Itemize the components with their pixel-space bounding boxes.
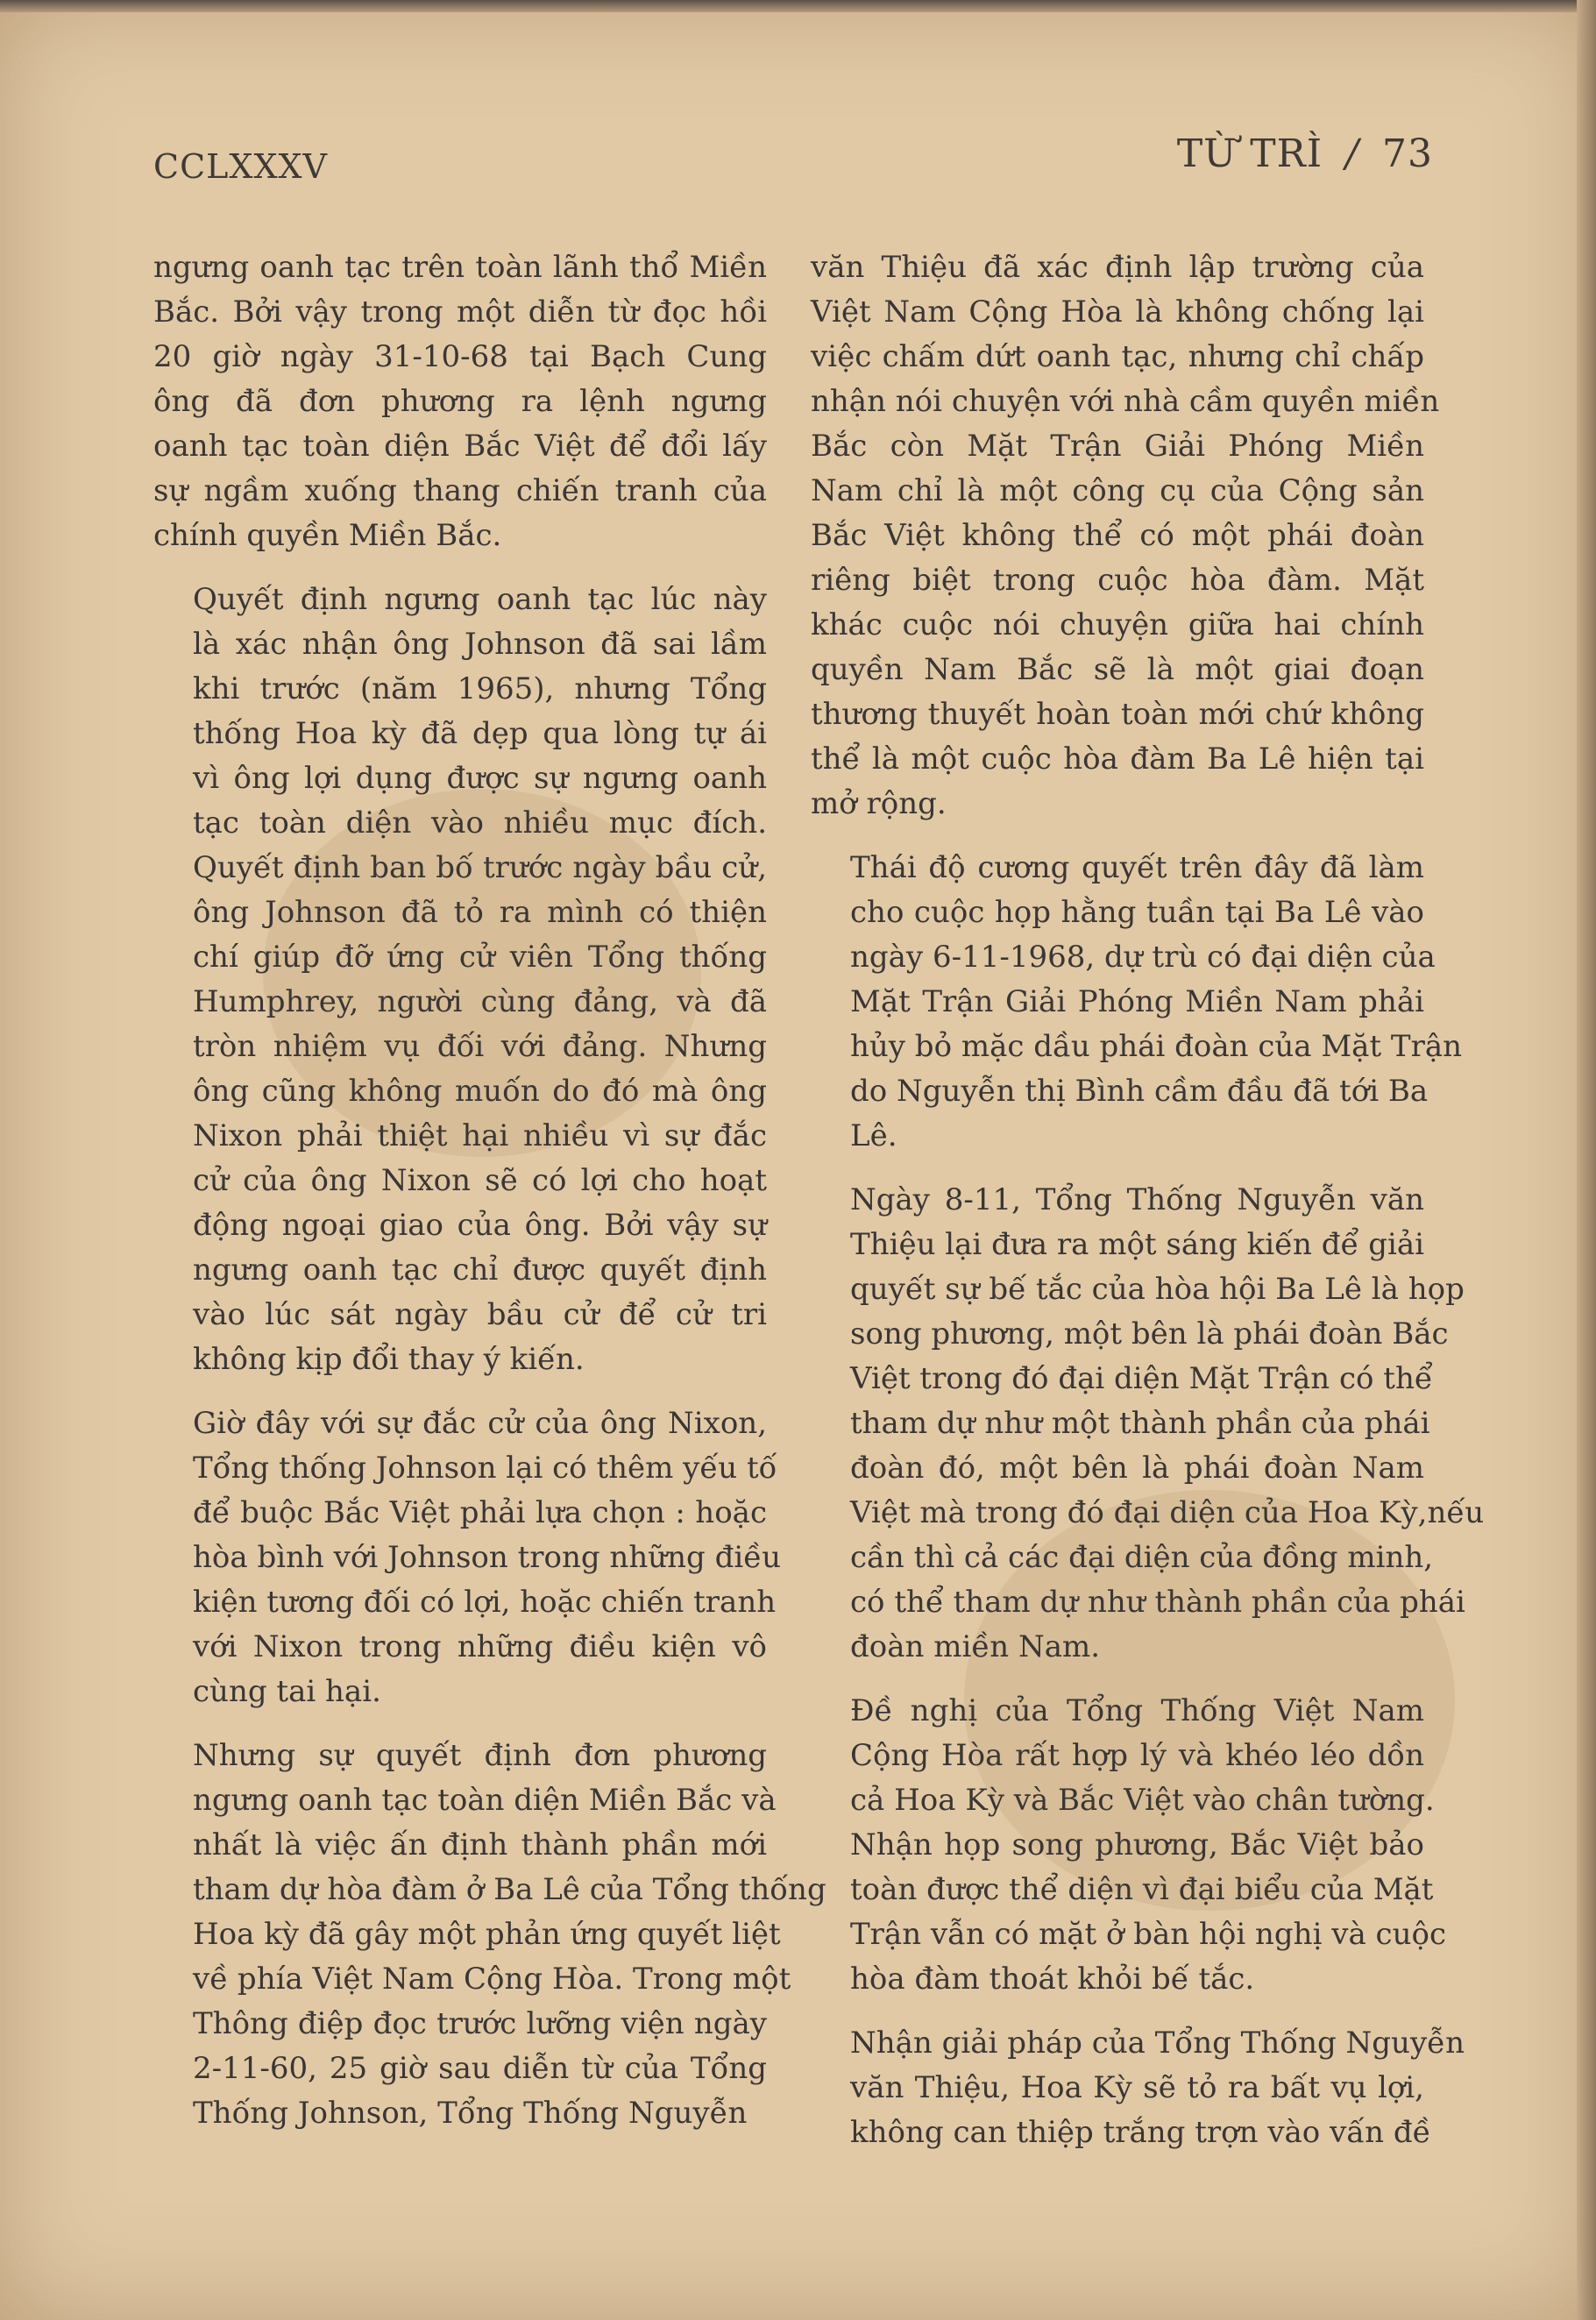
text-line: Bắc còn Mặt Trận Giải Phóng Miền [811,429,1424,464]
text-line: toàn được thể diện vì đại biểu của Mặt [850,1872,1434,1907]
text-line: ngưng oanh tạc trên toàn lãnh thổ Miền [153,250,767,285]
paragraph [811,2021,1465,2155]
text-line: Trận vẫn có mặt ở bàn hội nghị và cuộc [850,1917,1446,1952]
text-line: Thái độ cương quyết trên đây đã làm [850,850,1424,885]
text-line: cần thì cả các đại diện của đồng minh, [850,1540,1434,1575]
text-line: oanh tạc toàn diện Bắc Việt để đổi lấy [153,429,767,464]
text-line: cử của ông Nixon sẽ có lợi cho hoạt [193,1163,767,1198]
page-right-edge [1577,0,1596,2320]
text-line: chính quyền Miền Bắc. [153,518,502,553]
paragraph [811,1689,1446,2002]
text-line: tròn nhiệm vụ đối với đảng. Nhưng [193,1029,767,1064]
text-line: vào lúc sát ngày bầu cử để cử tri [193,1297,767,1332]
paragraph [153,1401,782,1714]
text-line: Giờ đây với sự đắc cử của ông Nixon, [193,1406,767,1441]
text-line: sự ngầm xuống thang chiến tranh của [153,473,767,508]
text-line: do Nguyễn thị Bình cầm đầu đã tới Ba [850,1074,1429,1109]
text-line: thương thuyết hoàn toàn mới chứ không [811,697,1424,732]
text-line: Nhận họp song phương, Bắc Việt bảo [850,1827,1424,1862]
text-line: Mặt Trận Giải Phóng Miền Nam phải [850,984,1424,1019]
running-title: TỪ TRÌ [1176,131,1323,176]
paragraph [153,245,767,558]
paragraph [153,578,767,1382]
text-line: không can thiệp trắng trợn vào vấn đề [850,2115,1431,2150]
text-line: 20 giờ ngày 31-10-68 tại Bạch Cung [153,339,767,374]
text-line: văn Thiệu đã xác định lập trường của [811,250,1424,285]
text-line: Hoa kỳ đã gây một phản ứng quyết liệt [193,1917,781,1952]
text-line: quyết sự bế tắc của hòa hội Ba Lê là họp [850,1272,1465,1307]
text-line: có thể tham dự như thành phần của phái [850,1585,1465,1620]
text-line: quyền Nam Bắc sẽ là một giai đoạn [811,652,1424,687]
text-line: vì ông lợi dụng được sự ngưng oanh [193,761,767,796]
text-line: khi trước (năm 1965), nhưng Tổng [193,671,767,706]
text-line: Thông điệp đọc trước lưỡng viện ngày [193,2006,767,2041]
text-line: Đề nghị của Tổng Thống Việt Nam [850,1693,1424,1728]
text-line: việc chấm dứt oanh tạc, nhưng chỉ chấp [811,339,1424,374]
running-title-block [1177,131,1433,176]
right-text-column [811,245,1485,2175]
text-line: cho cuộc họp hằng tuần tại Ba Lê vào [850,895,1424,930]
left-text-column [153,245,826,2155]
running-header [153,131,1433,202]
text-line: hòa đàm thoát khỏi bế tắc. [850,1962,1255,1997]
text-line: động ngoại giao của ông. Bởi vậy sự [193,1208,767,1243]
text-line: Việt trong đó đại diện Mặt Trận có thể [850,1361,1433,1396]
text-line: Bắc. Bởi vậy trong một diễn từ đọc hồi [153,294,767,330]
text-line: ông Johnson đã tỏ ra mình có thiện [193,895,767,930]
text-line: hủy bỏ mặc dầu phái đoàn của Mặt Trận [850,1029,1463,1064]
text-line: tham dự hòa đàm ở Ba Lê của Tổng thống [193,1872,826,1907]
text-line: văn Thiệu, Hoa Kỳ sẽ tỏ ra bất vụ lợi, [850,2070,1424,2105]
text-line: Nixon phải thiệt hại nhiều vì sự đắc [193,1118,767,1153]
text-line: Quyết định ban bố trước ngày bầu cử, [193,850,767,885]
text-line: thể là một cuộc hòa đàm Ba Lê hiện tại [811,741,1424,777]
text-line: 2-11-60, 25 giờ sau diễn từ của Tổng [193,2051,767,2086]
text-line: về phía Việt Nam Cộng Hòa. Trong một [193,1962,791,1997]
text-line: Nam chỉ là một công cụ của Cộng sản [811,473,1424,508]
text-line: Tổng thống Johnson lại có thêm yếu tố [193,1451,777,1486]
text-line: Nhưng sự quyết định đơn phương [193,1738,767,1773]
text-line: Nhận giải pháp của Tổng Thống Nguyễn [850,2026,1465,2061]
text-line: kiện tương đối có lợi, hoặc chiến tranh [193,1585,777,1620]
text-line: để buộc Bắc Việt phải lựa chọn : hoặc [193,1495,767,1530]
text-line: cả Hoa Kỳ và Bắc Việt vào chân tường. [850,1783,1435,1818]
text-line: ông đã đơn phương ra lệnh ngưng [153,384,767,419]
text-line: Quyết định ngưng oanh tạc lúc này [193,582,767,617]
text-line: thống Hoa kỳ đã dẹp qua lòng tự ái [193,716,767,751]
text-line: cùng tai hại. [193,1674,381,1709]
text-line: Thiệu lại đưa ra một sáng kiến để giải [850,1227,1424,1262]
text-line: Ngày 8-11, Tổng Thống Nguyễn văn [850,1182,1424,1217]
text-line: ngưng oanh tạc chỉ được quyết định [193,1252,767,1288]
text-line: hòa bình với Johnson trong những điều [193,1540,782,1575]
text-line: là xác nhận ông Johnson đã sai lầm [193,627,767,662]
text-line: song phương, một bên là phái đoàn Bắc [850,1316,1449,1352]
text-line: ông cũng không muốn do đó mà ông [193,1074,767,1109]
text-line: đoàn đó, một bên là phái đoàn Nam [850,1451,1424,1486]
text-line: chí giúp đỡ ứng cử viên Tổng thống [193,940,767,975]
text-line: Bắc Việt không thể có một phái đoàn [811,518,1424,553]
text-line: Việt mà trong đó đại diện của Hoa Kỳ,nếu [850,1495,1485,1530]
text-line: ngưng oanh tạc toàn diện Miền Bắc và [193,1783,777,1818]
paragraph [811,245,1440,827]
text-line: khác cuộc nói chuyện giữa hai chính [811,607,1424,642]
text-line: tham dự như một thành phần của phái [850,1406,1430,1441]
text-line: ngày 6-11-1968, dự trù có đại diện của [850,940,1436,975]
text-line: đoàn miền Nam. [850,1629,1101,1664]
paragraph [811,846,1463,1159]
text-line: nhận nói chuyện với nhà cầm quyền miền [811,384,1440,419]
text-line: riêng biệt trong cuộc hòa đàm. Mặt [811,563,1424,598]
text-line: với Nixon trong những điều kiện vô [193,1629,767,1664]
text-line: không kịp đổi thay ý kiến. [193,1342,585,1377]
text-line: Lê. [850,1118,897,1153]
header-separator: / [1345,131,1359,176]
paragraph [153,1734,826,2136]
running-code: CCLXXXV [153,147,328,186]
page-number: 73 [1382,131,1433,176]
page-top-edge [0,0,1596,12]
text-line: Humphrey, người cùng đảng, và đã [193,984,767,1019]
text-line: Thống Johnson, Tổng Thống Nguyễn [193,2096,748,2131]
text-line: mở rộng. [811,786,947,821]
text-line: tạc toàn diện vào nhiều mục đích. [193,805,767,841]
text-line: Việt Nam Cộng Hòa là không chống lại [811,294,1424,330]
paragraph [811,1178,1485,1670]
text-line: nhất là việc ấn định thành phần mới [193,1827,767,1862]
text-line: Cộng Hòa rất hợp lý và khéo léo dồn [850,1738,1424,1773]
